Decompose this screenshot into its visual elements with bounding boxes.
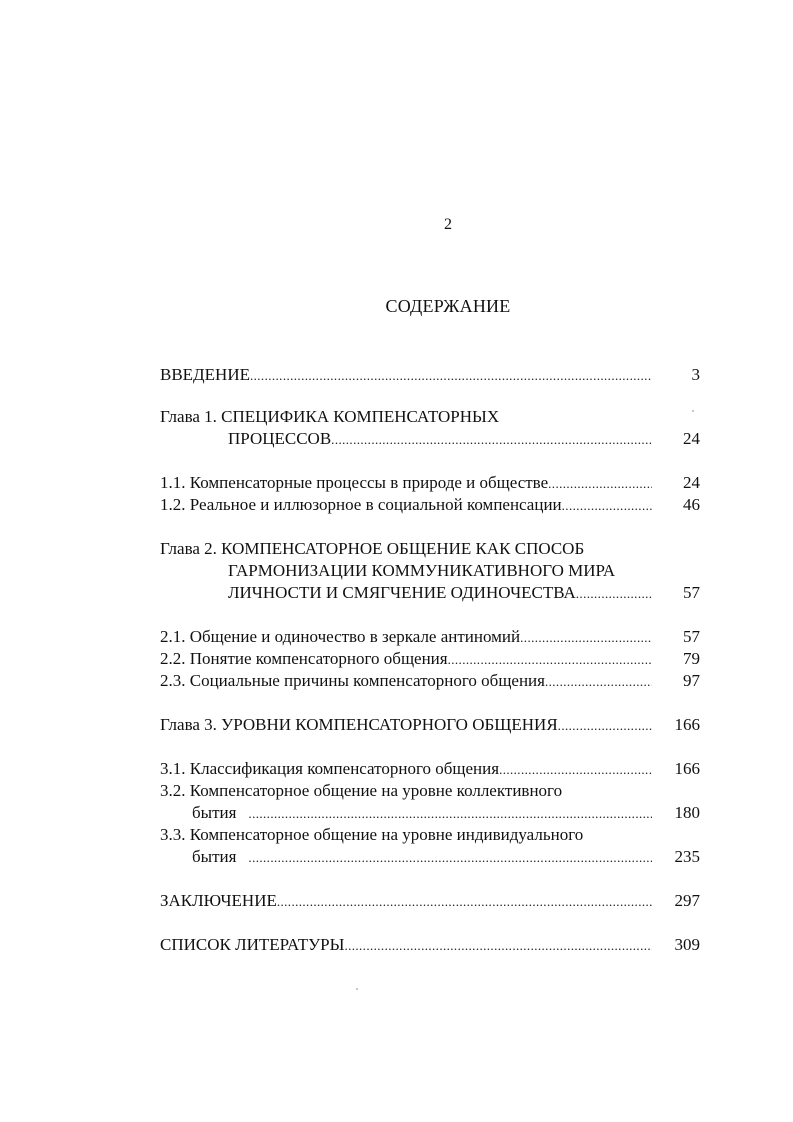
toc-entry-section-3-3[interactable]	[160, 824, 700, 868]
toc-entry-label: ГАРМОНИЗАЦИИ КОММУНИКАТИВНОГО МИРА	[228, 561, 616, 580]
toc-entry-intro[interactable]	[160, 364, 700, 386]
dot-leader	[448, 649, 652, 671]
toc-page-number: 24	[683, 429, 700, 448]
toc-entry-references[interactable]	[160, 934, 700, 956]
toc-entry-chapter-3[interactable]	[160, 714, 700, 736]
toc-entry-section-2-1[interactable]	[160, 626, 700, 648]
toc-entry-label: 1.1. Компенсаторные процессы в природе и обществе	[160, 473, 549, 492]
toc-entry-label: ПРОЦЕССОВ	[228, 429, 332, 448]
dot-leader	[248, 847, 652, 869]
dot-leader	[499, 759, 652, 781]
toc-page-number: 57	[683, 627, 700, 646]
toc-page-number: 79	[683, 649, 700, 668]
toc-entry-conclusion[interactable]	[160, 890, 700, 912]
dot-leader	[558, 715, 652, 737]
toc-entry-chapter-2[interactable]	[160, 538, 700, 604]
toc-entry-chapter-1[interactable]	[160, 406, 700, 450]
dot-leader	[331, 429, 652, 451]
toc-entry-label: 3.3. Компенсаторное общение на уровне индивидуального	[160, 825, 584, 844]
dot-leader	[562, 495, 652, 517]
toc-entry-label: Глава 1. СПЕЦИФИКА КОМПЕНСАТОРНЫХ	[160, 407, 500, 426]
dot-leader	[545, 671, 652, 693]
toc-entry-section-2-3[interactable]	[160, 670, 700, 692]
toc-entry-label: ЗАКЛЮЧЕНИЕ	[160, 891, 277, 910]
toc-page-number: 297	[674, 891, 700, 910]
toc-entry-section-2-2[interactable]	[160, 648, 700, 670]
dot-leader	[520, 627, 652, 649]
toc-entry-label: ЛИЧНОСТИ И СМЯГЧЕНИЕ ОДИНОЧЕСТВА	[228, 583, 576, 602]
dot-leader	[576, 583, 652, 605]
toc-entry-label: 3.1. Классификация компенсаторного общения	[160, 759, 500, 778]
toc-page-number: 166	[674, 715, 700, 734]
scan-speck	[692, 410, 694, 412]
toc-entry-section-1-2[interactable]	[160, 494, 700, 516]
toc-page-number: 57	[683, 583, 700, 602]
toc-entry-label: бытия	[192, 803, 237, 822]
toc-entry-label: 2.2. Понятие компенсаторного общения	[160, 649, 448, 668]
toc-entry-label: СПИСОК ЛИТЕРАТУРЫ	[160, 935, 345, 954]
toc-page-number: 97	[683, 671, 700, 690]
toc-page-number: 46	[683, 495, 700, 514]
toc-entry-section-1-1[interactable]	[160, 472, 700, 494]
toc-entry-section-3-2[interactable]	[160, 780, 700, 824]
toc-entry-label: 3.2. Компенсаторное общение на уровне коллективного	[160, 781, 563, 800]
toc-entry-label: 2.3. Социальные причины компенсаторного общения	[160, 671, 545, 690]
toc-entry-label: Глава 2. КОМПЕНСАТОРНОЕ ОБЩЕНИЕ КАК СПОСОБ	[160, 539, 585, 558]
table-of-contents	[160, 0, 700, 1122]
toc-page-number: 166	[674, 759, 700, 778]
toc-entry-label: 2.1. Общение и одиночество в зеркале антиномий	[160, 627, 521, 646]
toc-page-number: 24	[683, 473, 700, 492]
page-title: СОДЕРЖАНИЕ	[385, 296, 511, 316]
scan-speck	[356, 988, 358, 990]
dot-leader	[248, 803, 652, 825]
toc-entry-label: Глава 3. УРОВНИ КОМПЕНСАТОРНОГО ОБЩЕНИЯ	[160, 715, 558, 734]
toc-entry-section-3-1[interactable]	[160, 758, 700, 780]
page-number: 2	[444, 216, 452, 233]
dot-leader	[548, 473, 652, 495]
dot-leader	[250, 365, 652, 387]
toc-page-number: 3	[691, 365, 700, 384]
toc-page-number: 235	[674, 847, 700, 866]
toc-page-number: 180	[674, 803, 700, 822]
toc-page-number: 309	[674, 935, 700, 954]
toc-entry-label: 1.2. Реальное и иллюзорное в социальной компенсации	[160, 495, 562, 514]
dot-leader	[277, 891, 652, 913]
toc-entry-label: бытия	[192, 847, 237, 866]
toc-entry-label: ВВЕДЕНИЕ	[160, 365, 250, 384]
dot-leader	[344, 935, 652, 957]
